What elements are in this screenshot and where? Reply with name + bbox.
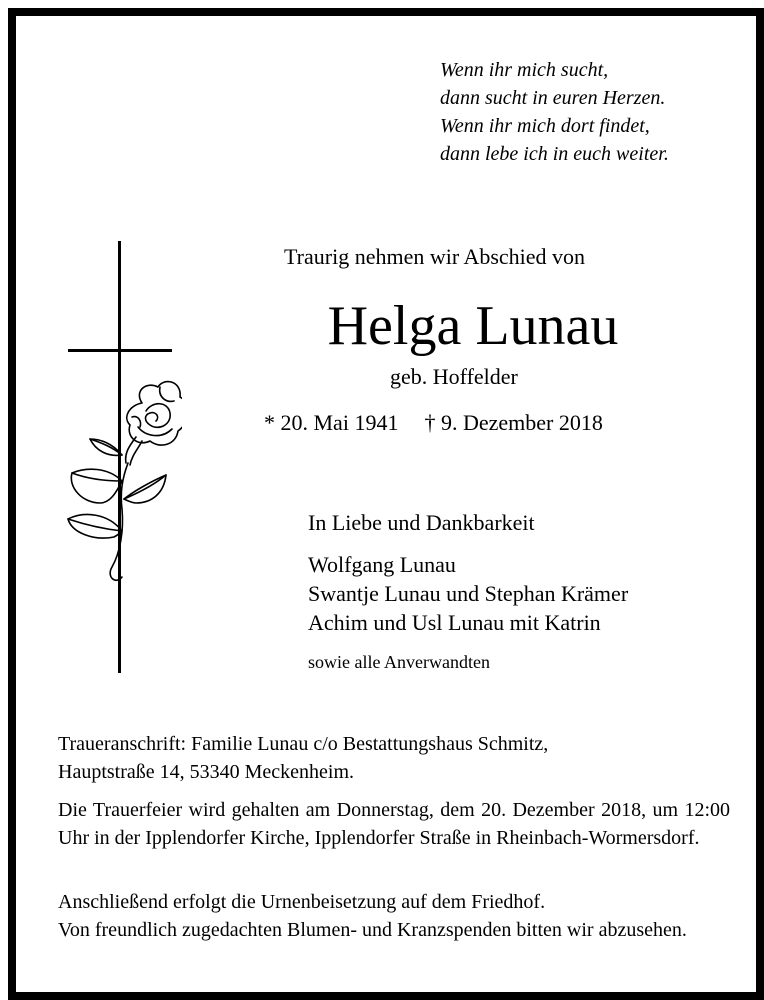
burial-line: Von freundlich zugedachten Blumen- und Kranzspenden bitten wir abzusehen. [58,919,687,941]
deceased-name: Helga Lunau [327,295,619,357]
ceremony-text: Die Trauerfeier wird gehalten am Donnerstag, dem 20. Dezember 2018, um 12:00 Uhr in der Ipplendorfer Kirche, Ipplendorfer Straße in Rheinbach-Wormersdorf. [58,799,730,849]
mourner-name: Wolfgang Lunau [308,552,456,577]
mourners-list [308,550,628,637]
burial-details [58,888,730,944]
closing-phrase: In Liebe und Dankbarkeit [308,510,535,535]
address-line: Hauptstraße 14, 53340 Meckenheim. [58,761,355,783]
mourner-name: Swantje Lunau und Stephan Krämer [308,581,629,606]
poem-line: dann sucht in euren Herzen. [440,87,666,109]
rose-icon [68,382,182,581]
relatives-note: sowie alle Anverwandten [308,652,490,672]
intro-text: Traurig nehmen wir Abschied von [284,244,586,269]
address-line: Traueranschrift: Familie Lunau c/o Bestattungshaus Schmitz, [58,733,549,755]
mourning-address [58,730,730,786]
mourner-name: Achim und Usl Lunau mit Katrin [308,610,601,635]
poem-line: Wenn ihr mich sucht, [440,59,609,81]
birth-date: * 20. Mai 1941 [264,410,399,435]
poem-line: dann lebe ich in euch weiter. [440,143,669,165]
burial-line: Anschließend erfolgt die Urnenbeisetzung auf dem Friedhof. [58,891,546,913]
poem-line: Wenn ihr mich dort findet, [440,115,650,137]
ceremony-details [58,796,730,852]
life-dates [264,410,603,436]
obituary-notice [8,8,764,1000]
poem [440,56,740,168]
death-date: † 9. Dezember 2018 [424,410,603,435]
maiden-name: geb. Hoffelder [390,364,518,389]
